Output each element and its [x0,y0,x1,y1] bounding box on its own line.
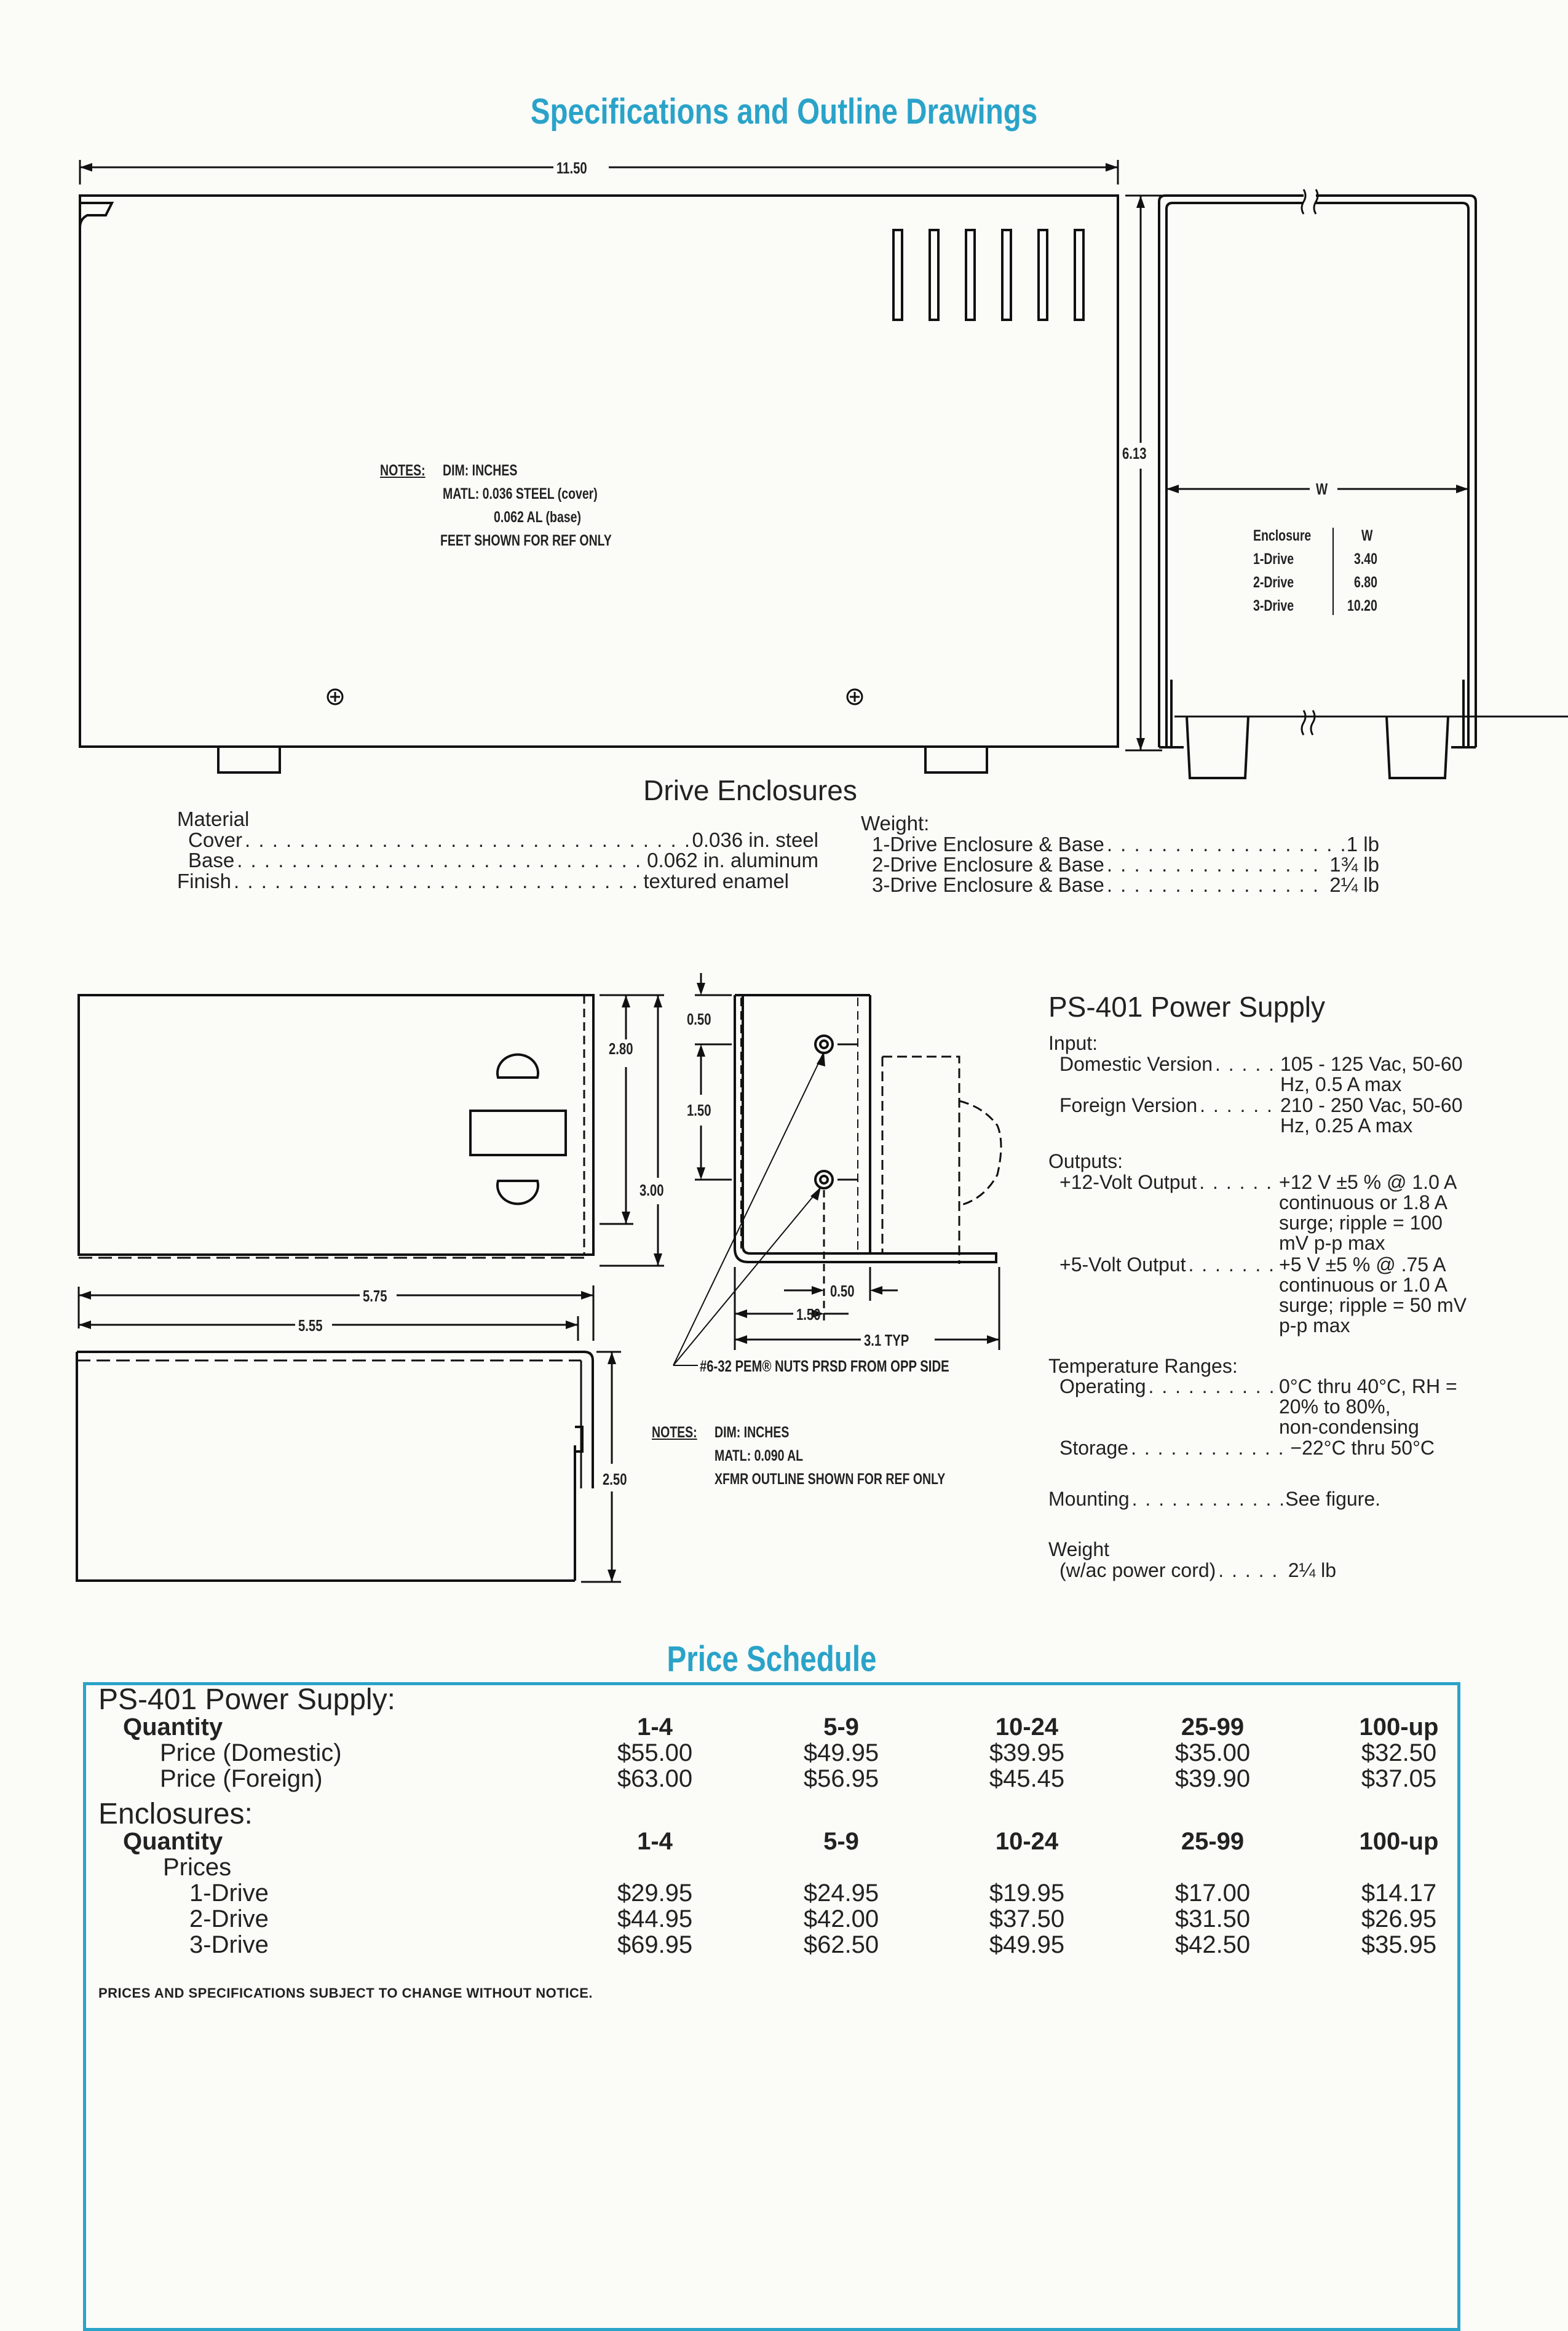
note-line: FEET SHOWN FOR REF ONLY [440,532,612,549]
pem-nuts-label: #6-32 PEM® NUTS PRSD FROM OPP SIDE [700,1357,949,1375]
price-foreign-cell: $63.00 [617,1765,693,1792]
price-foreign-label: Price (Foreign) [160,1765,323,1792]
enc-row-label: 1-Drive [189,1880,269,1907]
enc-price-cell: $49.95 [989,1931,1065,1958]
enc-quantity-header: 25-99 [1181,1828,1245,1855]
note-line: DIM: INCHES [443,462,518,479]
price-foreign-cell: $45.45 [989,1765,1065,1792]
note-line: 0.062 AL (base) [494,509,581,526]
value-line: 20% to 80%, [1279,1396,1391,1418]
value-line: non-condensing [1279,1416,1419,1438]
note-line: DIM: INCHES [715,1424,790,1441]
price-domestic-cell: $49.95 [803,1739,879,1766]
footer-notice: PRICES AND SPECIFICATIONS SUBJECT TO CHANGE WITHOUT NOTICE. [98,1985,593,2001]
operating-value [1279,1376,1457,1437]
price-schedule-title: Price Schedule [667,1639,877,1679]
ps-quantity-header: 100-up [1359,1714,1439,1741]
dim-1-50-bottom: 1.50 [796,1305,821,1324]
enclosures-price-title: Enclosures: [98,1798,253,1830]
out5-row [1059,1255,1278,1275]
out5-value [1279,1255,1467,1336]
enc-price-cell: $42.00 [803,1905,879,1932]
enc-quantity-header: 5-9 [823,1828,859,1855]
notes-label: NOTES: [652,1424,697,1441]
weight-row-value: 2¼ lb [1329,873,1379,896]
enc-quantity-header: 10-24 [995,1828,1059,1855]
price-domestic-cell: $32.50 [1361,1739,1437,1766]
price-foreign-cell: $56.95 [803,1765,879,1792]
drive-enclosures-title: Drive Enclosures [643,774,857,806]
temperature-label: Temperature Ranges: [1048,1355,1238,1377]
price-domestic-label: Price (Domestic) [160,1739,342,1766]
ps-quantity-header: 1-4 [637,1714,673,1741]
note-line: MATL: 0.090 AL [715,1447,804,1464]
weight-row [1059,1560,1336,1581]
value-line: 105 - 125 Vac, 50-60 [1280,1053,1463,1075]
table-header: W [1361,527,1373,544]
table-cell: 2-Drive [1253,574,1294,591]
weight-label: Weight: [861,812,930,835]
notes-label: NOTES: [380,462,426,479]
out12-row [1059,1172,1278,1193]
enc-price-cell: $42.50 [1174,1931,1251,1958]
price-domestic-cell: $35.00 [1174,1739,1251,1766]
dim-2-50: 2.50 [603,1470,627,1488]
enc-price-cell: $69.95 [617,1931,693,1958]
ps401-price-title: PS-401 Power Supply: [98,1683,395,1716]
price-domestic-cell: $55.00 [617,1739,693,1766]
enc-price-cell: $31.50 [1174,1905,1251,1932]
value-line: continuous or 1.0 A [1279,1274,1447,1296]
operating-label: Operating [1059,1375,1146,1397]
price-domestic-cell: $39.95 [989,1739,1065,1766]
enc-price-cell: $44.95 [617,1905,693,1932]
cover-value: 0.036 in. steel [692,828,818,851]
domestic-row [1059,1054,1280,1074]
weight-row-value: 1¾ lb [1329,853,1379,876]
value-line: 210 - 250 Vac, 50-60 [1280,1094,1463,1116]
enc-price-cell: $14.17 [1361,1880,1437,1907]
dim-0-50-bottom: 0.50 [830,1282,855,1300]
enc-row-label: 2-Drive [189,1905,269,1932]
value-line: continuous or 1.8 A [1279,1191,1447,1213]
dim-1-50-vertical: 1.50 [687,1101,711,1119]
out12-label: +12-Volt Output [1059,1171,1197,1193]
note-line: XFMR OUTLINE SHOWN FOR REF ONLY [715,1471,946,1488]
enc-price-cell: $37.50 [989,1905,1065,1932]
value-line: mV p-p max [1279,1232,1385,1254]
domestic-label: Domestic Version [1059,1053,1213,1075]
weight-row-value: 1 lb [1346,833,1379,856]
input-label: Input: [1048,1032,1098,1054]
value-line: surge; ripple = 100 [1279,1212,1443,1234]
value-line: Hz, 0.25 A max [1280,1114,1413,1137]
height-dimension: 6.13 [1122,444,1147,463]
table-cell: 3.40 [1354,550,1377,568]
dim-5-55: 5.55 [298,1316,323,1335]
dim-3-1-typ: 3.1 TYP [864,1331,909,1349]
ps-quantity-header: 10-24 [995,1714,1059,1741]
value-line: Hz, 0.5 A max [1280,1073,1402,1095]
storage-label: Storage [1059,1437,1129,1459]
enc-price-cell: $17.00 [1174,1880,1251,1907]
weight-value: 2¼ lb [1288,1559,1336,1581]
domestic-value [1280,1054,1463,1095]
enc-price-cell: $62.50 [803,1931,879,1958]
out5-label: +5-Volt Output [1059,1253,1186,1276]
price-foreign-cell: $37.05 [1361,1765,1437,1792]
base-label: Base [188,849,235,872]
price-foreign-cell: $39.90 [1174,1765,1251,1792]
dim-0-50-top: 0.50 [687,1010,711,1028]
outputs-label: Outputs: [1048,1150,1123,1172]
quantity-label: Quantity [123,1714,223,1741]
base-value: 0.062 in. aluminum [647,849,818,872]
table-cell: 3-Drive [1253,597,1294,614]
value-line: +5 V ±5 % @ .75 A [1279,1253,1446,1276]
ps-quantity-header: 5-9 [823,1714,859,1741]
foreign-row [1059,1095,1280,1116]
table-cell: 10.20 [1347,597,1377,614]
mounting-row [1048,1489,1380,1509]
note-line: MATL: 0.036 STEEL (cover) [443,485,598,502]
enc-price-cell: $35.95 [1361,1931,1437,1958]
width-dimension: 11.50 [556,159,587,177]
ps-quantity-header: 25-99 [1181,1714,1245,1741]
enc-price-cell: $29.95 [617,1880,693,1907]
page-title: Specifications and Outline Drawings [530,92,1038,132]
enc-quantity-label: Quantity [123,1828,223,1855]
enc-row-label: 3-Drive [189,1931,269,1958]
finish-value: textured enamel [643,870,789,892]
value-line: 0°C thru 40°C, RH = [1279,1375,1457,1397]
dim-2-80: 2.80 [609,1039,633,1058]
material-label: Material [177,808,250,830]
weight-row-label: 3-Drive Enclosure & Base [872,873,1104,896]
mounting-label: Mounting [1048,1488,1130,1510]
table-cell: 6.80 [1354,574,1377,591]
w-dimension-label: W [1316,480,1328,498]
prices-label: Prices [163,1854,232,1881]
out12-value [1279,1172,1457,1253]
enc-quantity-header: 1-4 [637,1828,673,1855]
enc-price-cell: $26.95 [1361,1905,1437,1932]
ps401-title: PS-401 Power Supply [1048,991,1326,1023]
storage-value: −22°C thru 50°C [1290,1437,1435,1459]
weight-sub-label: (w/ac power cord) [1059,1559,1216,1581]
value-line: +12 V ±5 % @ 1.0 A [1279,1171,1457,1193]
enc-quantity-header: 100-up [1359,1828,1439,1855]
value-line: p-p max [1279,1314,1350,1336]
weight-row-label: 1-Drive Enclosure & Base [872,833,1104,856]
enc-price-cell: $19.95 [989,1880,1065,1907]
table-cell: 1-Drive [1253,550,1294,568]
dim-5-75: 5.75 [363,1287,387,1305]
foreign-value [1280,1095,1463,1136]
dim-3-00: 3.00 [639,1181,664,1199]
storage-row [1059,1438,1435,1458]
finish-label: Finish [177,870,232,892]
value-line: surge; ripple = 50 mV [1279,1294,1467,1316]
operating-row [1059,1376,1278,1397]
foreign-label: Foreign Version [1059,1094,1198,1116]
mounting-value: See figure. [1285,1488,1380,1510]
weight-label: Weight [1048,1538,1110,1560]
table-header: Enclosure [1253,527,1312,544]
cover-label: Cover [188,828,243,851]
weight-row-label: 2-Drive Enclosure & Base [872,853,1104,876]
enc-price-cell: $24.95 [803,1880,879,1907]
